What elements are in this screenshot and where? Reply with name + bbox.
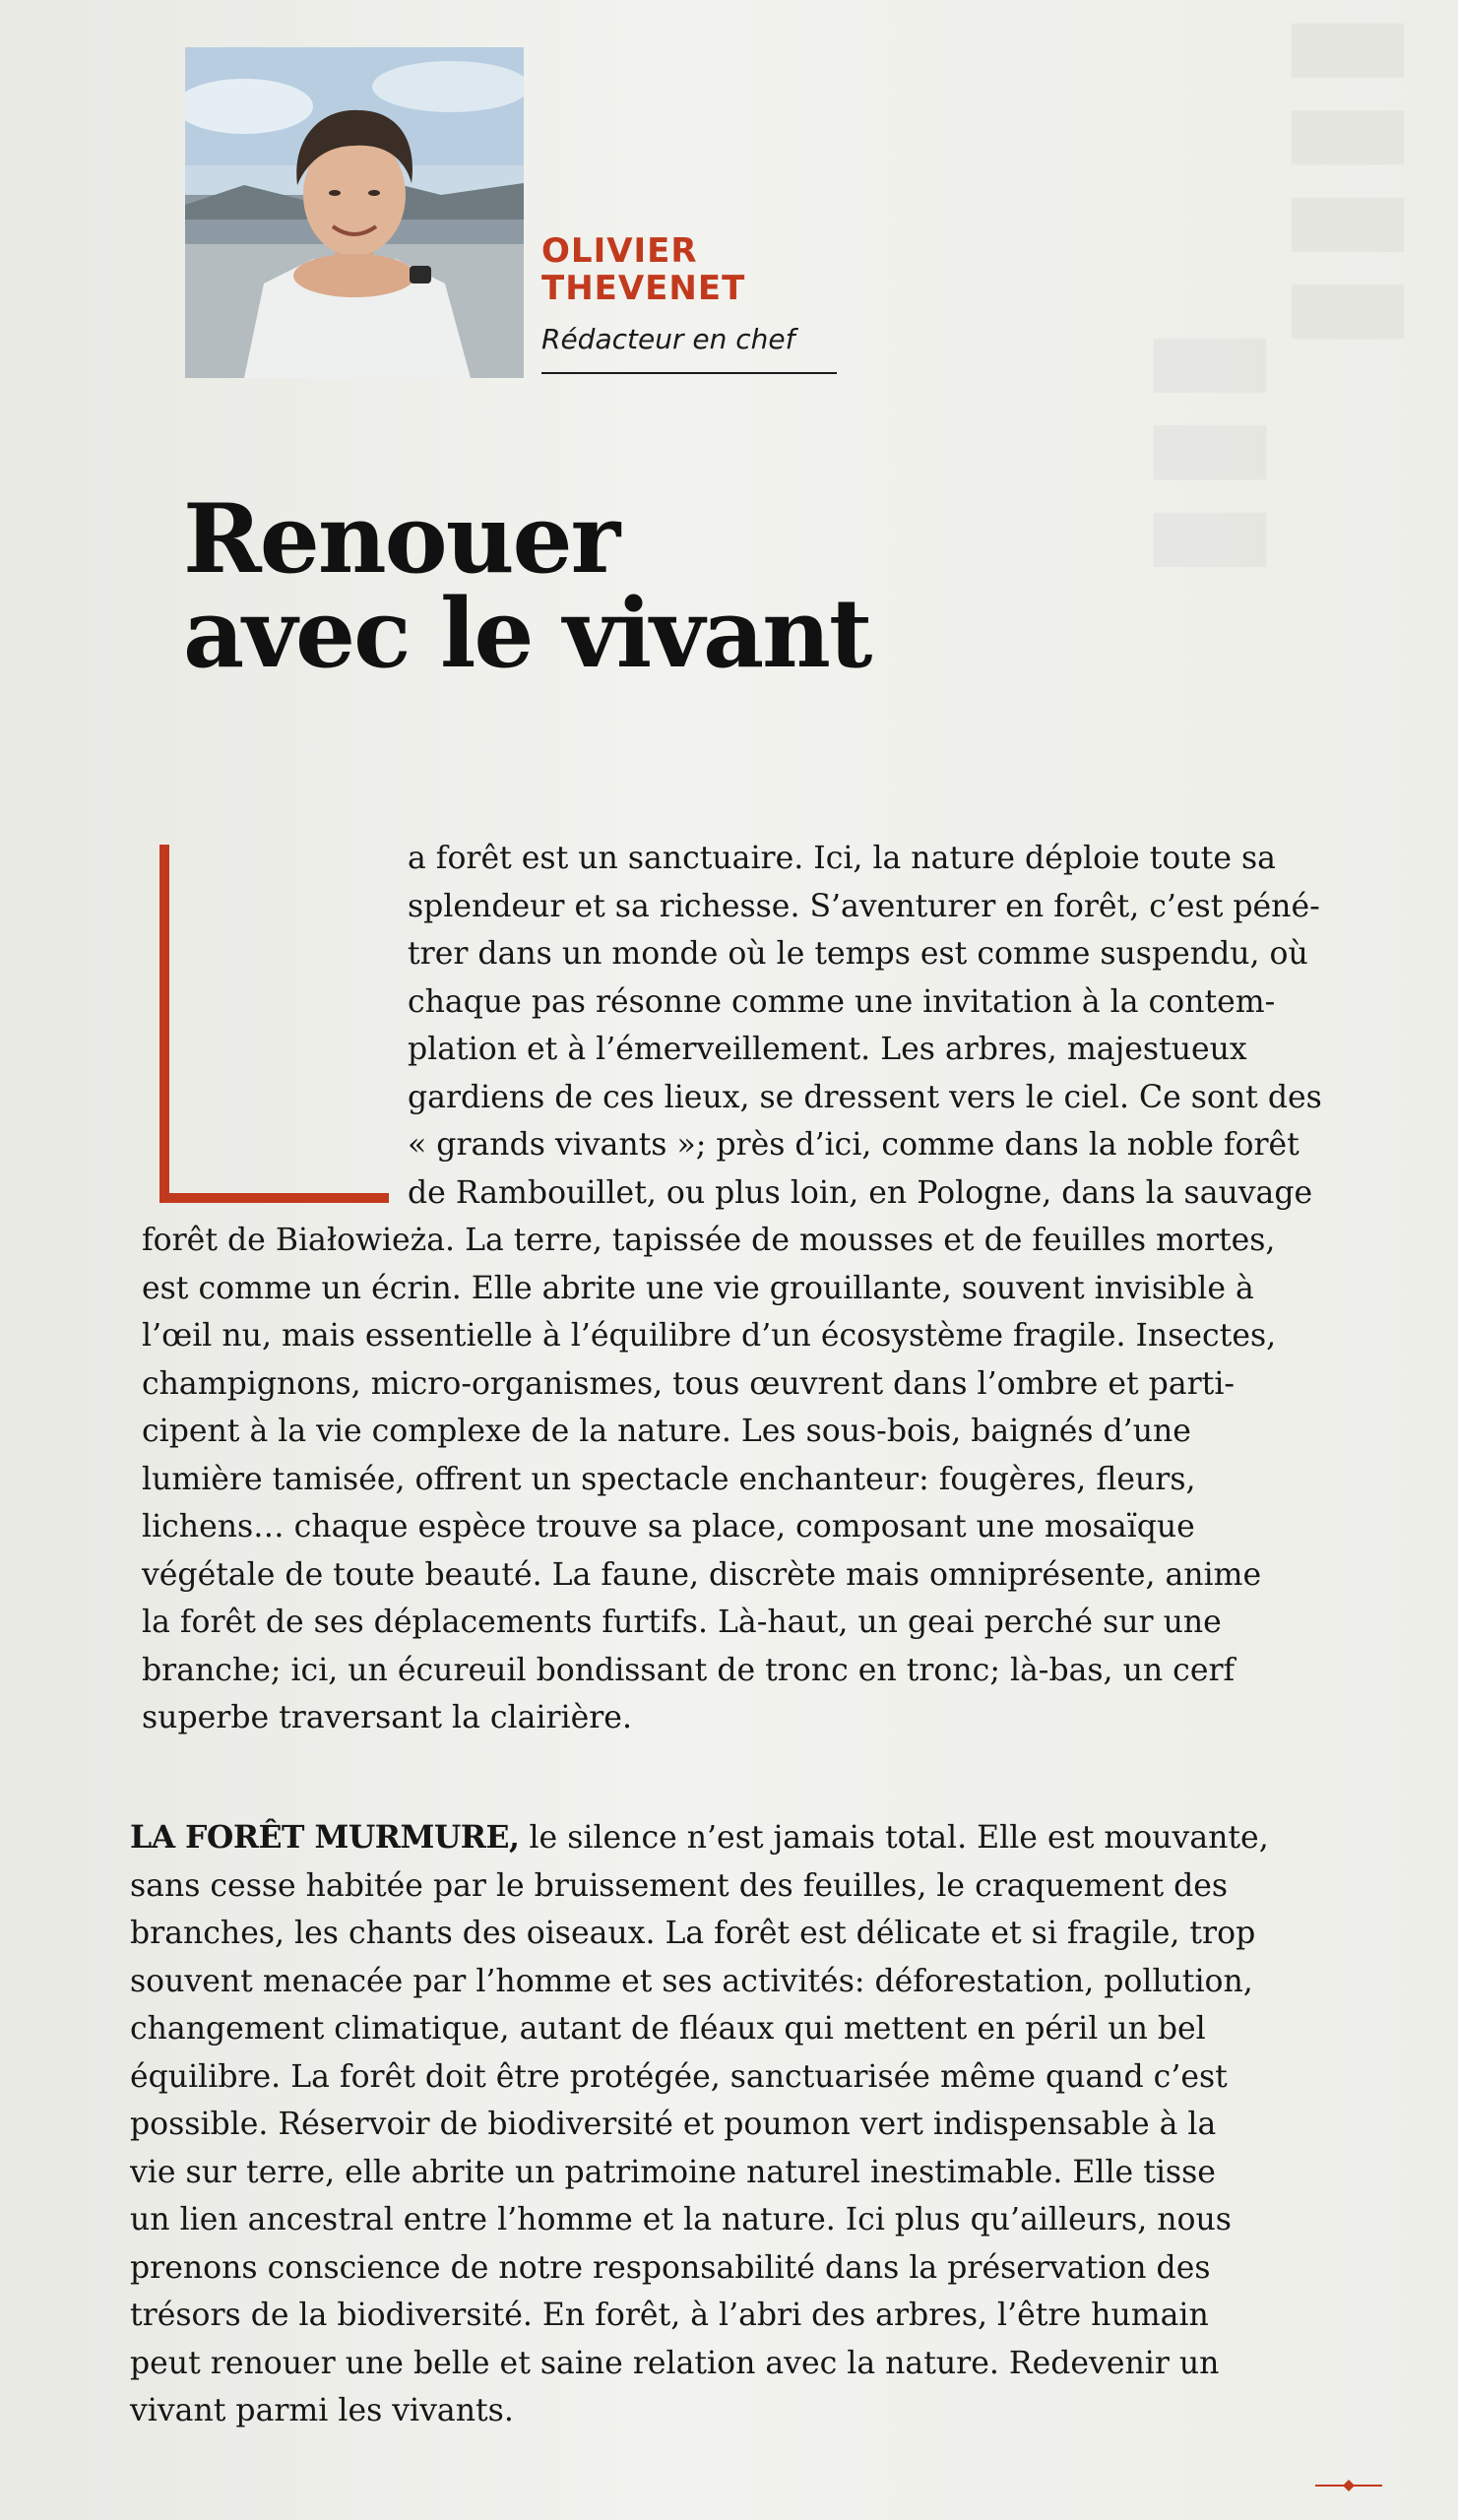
body-line: changement climatique, autant de fléaux qui mettent en péril un bel (130, 2011, 1206, 2047)
author-name: OLIVIER THEVENET (541, 231, 746, 308)
body-line: est comme un écrin. Elle abrite une vie grouillante, souvent invisible à (142, 1270, 1254, 1306)
body-line: plation et à l’émerveillement. Les arbres, majestueux (408, 1032, 1247, 1067)
body-line: possible. Réservoir de biodiversité et poumon vert indispensable à la (130, 2107, 1217, 2142)
body-line: forêt de Białowieża. La terre, tapissée de mousses et de feuilles mortes, (142, 1223, 1276, 1258)
body-line: splendeur et sa richesse. S’aventurer en forêt, c’est péné- (408, 888, 1320, 924)
body-line: trer dans un monde où le temps est comme suspendu, où (408, 936, 1308, 972)
body-line: lumière tamisée, offrent un spectacle enchanteur: fougères, fleurs, (142, 1461, 1196, 1497)
body-line: lichens… chaque espèce trouve sa place, composant une mosaïque (142, 1509, 1195, 1544)
background-watermark-text-2 (1136, 325, 1309, 587)
article-title (183, 483, 1069, 689)
body-line: champignons, micro-organismes, tous œuvrent dans l’ombre et parti- (142, 1365, 1236, 1402)
author-role: Rédacteur en chef (541, 323, 795, 355)
body-line: prenons conscience de notre responsabilité dans la préservation des (130, 2249, 1211, 2286)
body-line: équilibre. La forêt doit être protégée, sanctuarisée même quand c’est (130, 2058, 1228, 2095)
body-paragraph-2 (130, 1814, 1269, 2435)
body-line: souvent menacée par l’homme et ses activités: déforestation, pollution, (130, 1963, 1253, 1999)
author-divider (541, 372, 837, 374)
body-line (130, 1814, 1269, 1862)
background-watermark-text (1274, 10, 1447, 358)
body-line: vie sur terre, elle abrite un patrimoine naturel inestimable. Elle tisse (130, 2154, 1216, 2190)
body-line: peut renouer une belle et saine relation avec la nature. Redevenir un (130, 2345, 1220, 2381)
body-line: chaque pas résonne comme une invitation à la contem- (408, 983, 1276, 1020)
article-title-line-2: avec le vivant (183, 578, 871, 689)
body-line: « grands vivants »; près d’ici, comme dans la noble forêt (408, 1127, 1300, 1163)
author-photo (185, 47, 524, 378)
author-portrait-image (185, 47, 524, 378)
body-line: l’œil nu, mais essentielle à l’équilibre d’un écosystème fragile. Insectes, (142, 1318, 1277, 1354)
body-line: trésors de la biodiversité. En forêt, à l’abri des arbres, l’être humain (130, 2298, 1209, 2333)
body-line: branches, les chants des oiseaux. La forêt est délicate et si fragile, trop (130, 1916, 1256, 1951)
body-line: superbe traversant la clairière. (142, 1700, 632, 1735)
body-line: sans cesse habitée par le bruissement des feuilles, le craquement des (130, 1867, 1229, 1904)
body-line-rest: le silence n’est jamais total. Elle est mouvante, (519, 1820, 1269, 1856)
body-line: gardiens de ces lieux, se dressent vers le ciel. Ce sont des (408, 1079, 1322, 1115)
body-line: un lien ancestral entre l’homme et la nature. Ici plus qu’ailleurs, nous (130, 2202, 1232, 2237)
body-line: branche; ici, un écureuil bondissant de tronc en tronc; là-bas, un cerf (142, 1652, 1236, 1688)
body-line: vivant parmi les vivants. (130, 2393, 514, 2428)
article-title-line-1: Renouer (183, 483, 619, 595)
body-line: la forêt de ses déplacements furtifs. Là-haut, un geai perché sur une (142, 1605, 1222, 1640)
paragraph-lead-in: LA FORÊT MURMURE, (130, 1819, 520, 1856)
body-line: a forêt est un sanctuaire. Ici, la nature déploie toute sa (408, 841, 1276, 876)
end-of-article-ornament-icon (1315, 2479, 1382, 2492)
body-paragraph-1 (142, 835, 1322, 1742)
body-line: cipent à la vie complexe de la nature. Les sous-bois, baignés d’une (142, 1414, 1191, 1449)
body-line: de Rambouillet, ou plus loin, en Pologne, dans la sauvage (408, 1174, 1313, 1211)
body-line: végétale de toute beauté. La faune, discrète mais omniprésente, anime (142, 1556, 1262, 1593)
